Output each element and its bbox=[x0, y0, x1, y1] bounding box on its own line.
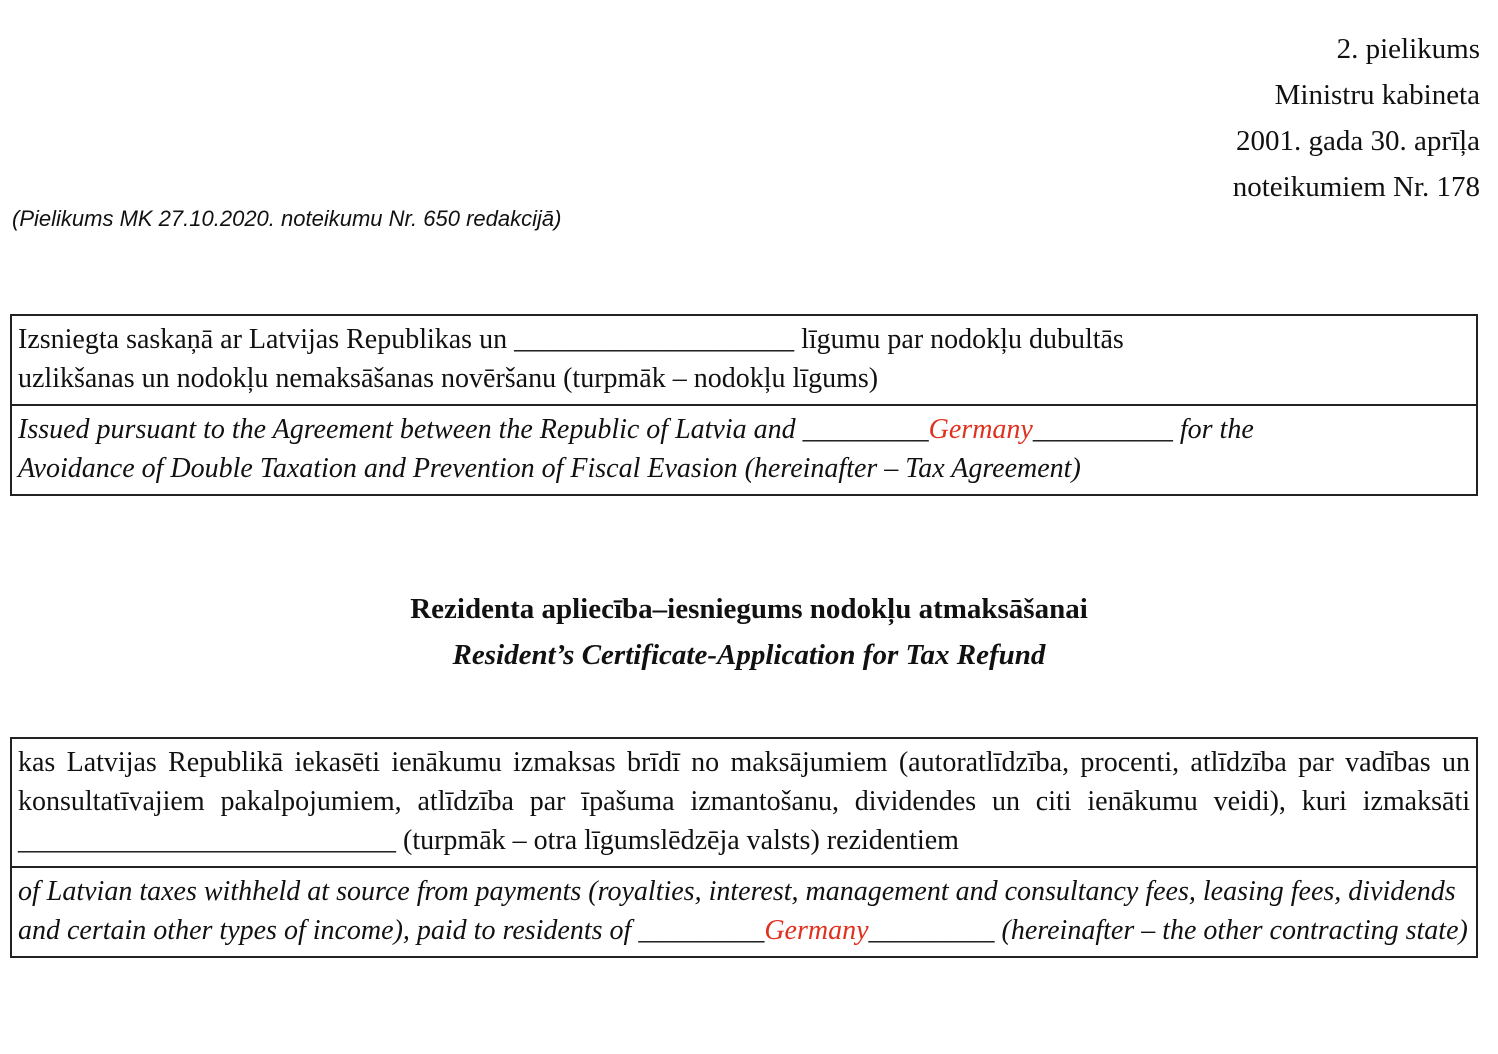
annex-date: 2001. gada 30. aprīļa bbox=[1235, 125, 1480, 157]
payments-box bbox=[10, 737, 1478, 958]
payments-english-blank-right: _________ bbox=[868, 915, 995, 946]
agreement-country-blank[interactable]: ____________________ bbox=[514, 324, 795, 355]
payments-english-text-end: (hereinafter – the other contracting state) bbox=[994, 915, 1468, 946]
agreement-english-blank-left: _________ bbox=[802, 414, 929, 445]
payments-country-blank[interactable]: ___________________________ bbox=[18, 825, 396, 856]
agreement-latvian-row bbox=[12, 316, 1476, 404]
payments-latvian-row bbox=[12, 739, 1476, 866]
payments-latvian-text-start: kas Latvijas Republikā iekasēti ienākumu izmaksas brīdī no maksājumiem (autoratlīdzība, procenti, atlīdzība par vadības un konsultatīvajiem pakalpojumiem, atlīdzība par īpašuma izmantošanu, dividendes un citi ienākumu veidi), kuri izmaksāti bbox=[18, 747, 1470, 817]
payments-english-text-start: of Latvian taxes withheld at source from payments (royalties, interest, management and consultancy fees, leasing fees, dividends and certain other types of income), paid to residents of bbox=[18, 876, 1456, 946]
agreement-box bbox=[10, 314, 1478, 496]
agreement-english-blank-right: __________ bbox=[1032, 414, 1173, 445]
agreement-english-text-start: Issued pursuant to the Agreement between the Republic of Latvia and bbox=[18, 414, 803, 445]
agreement-english-line2: Avoidance of Double Taxation and Prevention of Fiscal Evasion (hereinafter – Tax Agreement) bbox=[18, 453, 1081, 484]
agreement-english-text-end: for the bbox=[1172, 414, 1254, 445]
payments-latvian-text-end: (turpmāk – otra līgumslēdzēja valsts) rezidentiem bbox=[396, 825, 959, 856]
agreement-country-value[interactable]: Germany bbox=[928, 414, 1033, 445]
annex-issuer: Ministru kabineta bbox=[1274, 79, 1480, 111]
redaction-note: (Pielikums MK 27.10.2020. noteikumu Nr. 650 redakcijā) bbox=[12, 206, 562, 231]
payments-english-blank-left: _________ bbox=[638, 915, 765, 946]
document-title bbox=[0, 586, 1498, 678]
annex-number: 2. pielikums bbox=[1336, 33, 1480, 65]
agreement-latvian-text-end: līgumu par nodokļu dubultās bbox=[794, 324, 1124, 355]
title-latvian: Rezidenta apliecība–iesniegums nodokļu atmaksāšanai bbox=[410, 593, 1088, 625]
agreement-latvian-line1 bbox=[18, 320, 1470, 359]
title-english: Resident’s Certificate-Application for Tax Refund bbox=[452, 639, 1046, 671]
annex-regulation-number: noteikumiem Nr. 178 bbox=[1232, 171, 1480, 203]
annex-reference bbox=[1233, 26, 1480, 210]
payments-english-row bbox=[12, 866, 1476, 956]
agreement-latvian-line2: uzlikšanas un nodokļu nemaksāšanas novēršanu (turpmāk – nodokļu līgums) bbox=[18, 363, 879, 394]
agreement-english-line1 bbox=[18, 410, 1470, 449]
agreement-english-row bbox=[12, 404, 1476, 494]
payments-country-group bbox=[638, 915, 994, 946]
payments-country-value[interactable]: Germany bbox=[764, 915, 869, 946]
agreement-latvian-text-start: Izsniegta saskaņā ar Latvijas Republikas un bbox=[18, 324, 515, 355]
